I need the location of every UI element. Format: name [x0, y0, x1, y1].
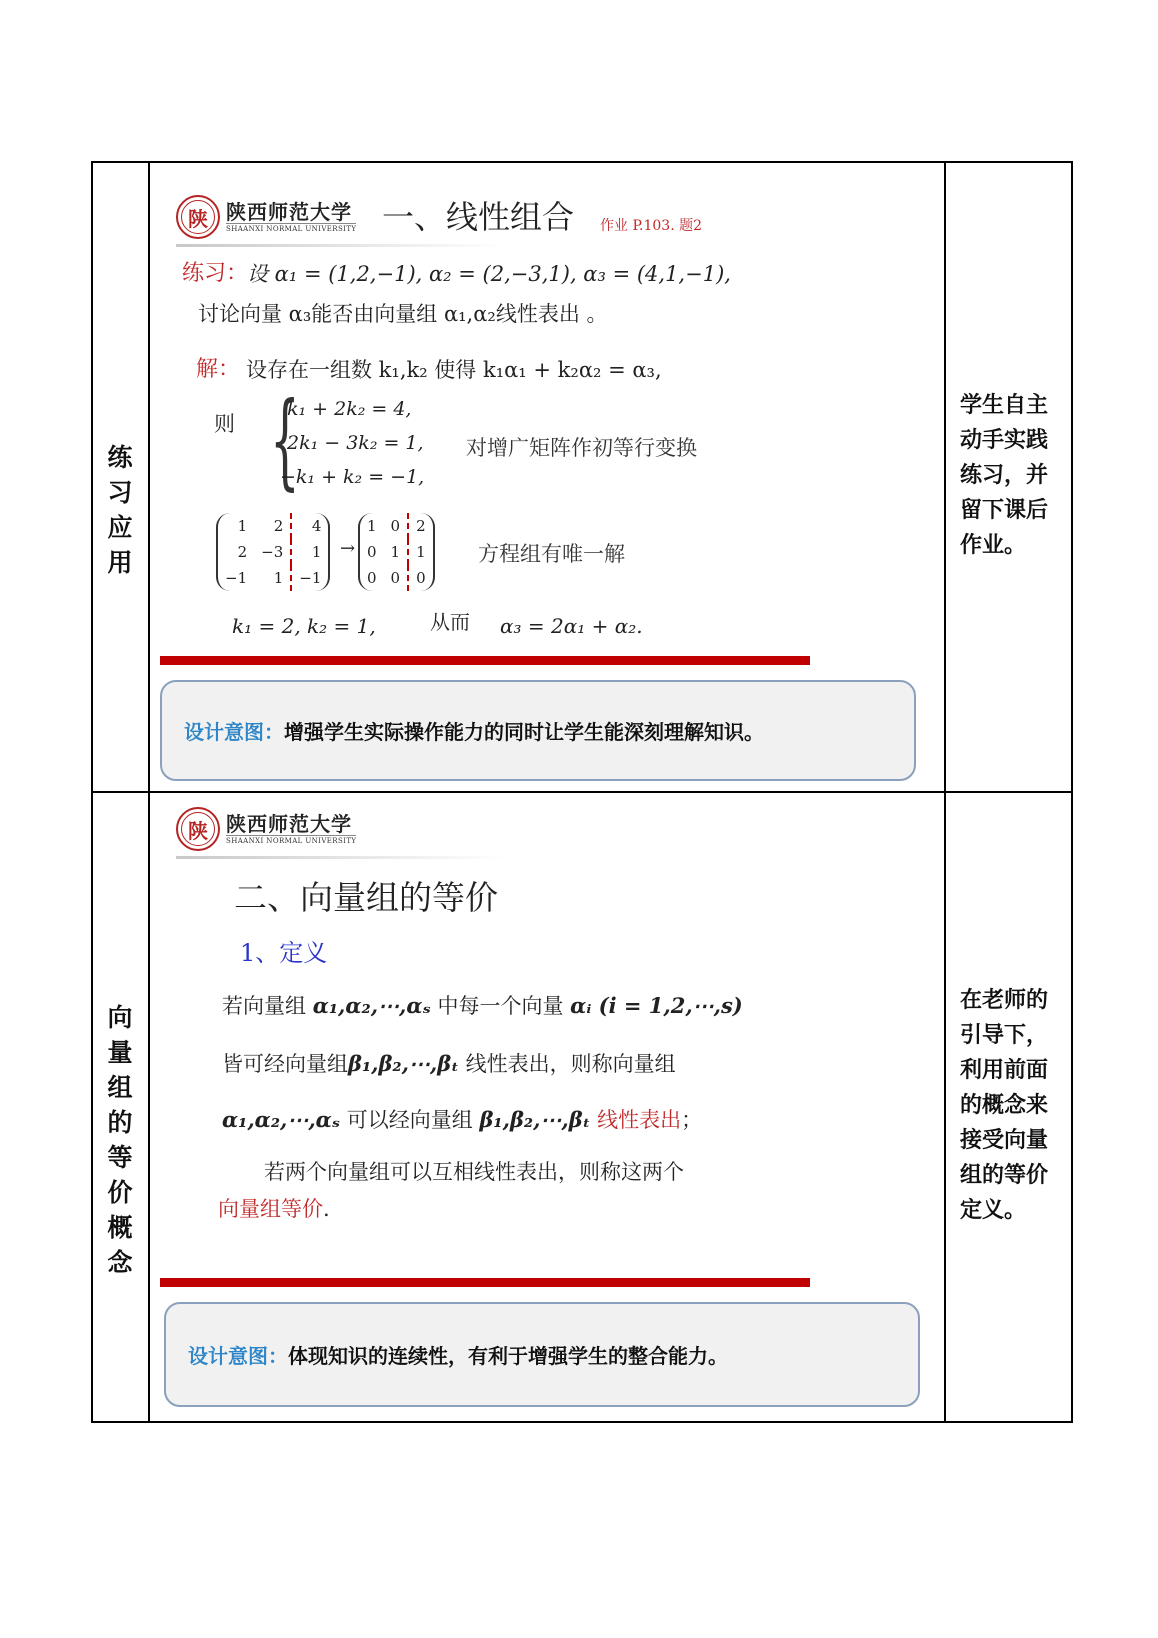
design-intent-text: 体现知识的连续性，有利于增强学生的整合能力。 — [288, 1344, 728, 1368]
definition-line-4: 若两个向量组可以互相线性表出，则称这两个 — [264, 1160, 684, 1184]
matrix-cell: 1 — [408, 539, 433, 565]
matrix-cell: 1 — [273, 569, 284, 587]
row-label-char: 练 — [107, 443, 133, 472]
row-label-equivalence — [95, 1000, 145, 1280]
row-label-char: 应 — [107, 513, 133, 542]
table-border-bottom — [91, 1421, 1071, 1423]
row-label-char: 等 — [107, 1143, 133, 1172]
university-seal-icon: 陕 — [176, 195, 220, 239]
solution-line: 设存在一组数 k₁,k₂ 使得 k₁α₁ + k₂α₂ = α₃, — [246, 358, 662, 382]
design-intent-box — [164, 1302, 920, 1407]
row-label-char: 向 — [107, 1003, 133, 1032]
table-border-right — [1071, 161, 1073, 1423]
row-label-char: 价 — [107, 1178, 133, 1207]
university-name-en: SHAANXI NORMAL UNIVERSITY — [226, 225, 357, 233]
augmented-matrix — [216, 513, 330, 591]
reduced-matrix — [358, 513, 435, 591]
row-note-equivalence: 在老师的 引导下， 利用前面 的概念来 接受向量 组的等价 定义。 — [960, 988, 1049, 1223]
matrix-cell: −3 — [261, 543, 284, 561]
row-label-practice — [95, 440, 145, 580]
header-rule — [176, 244, 506, 247]
table-row-divider — [91, 791, 1071, 793]
definition-line-2: 皆可经向量组β₁,β₂,⋯,βₜ 线性表出，则称向量组 — [222, 1051, 676, 1076]
result-alpha: α₃ = 2α₁ + α₂. — [500, 614, 643, 638]
solution-label: 解： — [196, 357, 241, 382]
row-label-char: 量 — [107, 1038, 133, 1067]
row-label-char: 用 — [107, 548, 133, 577]
equation-1: k₁ + 2k₂ = 4, — [287, 398, 412, 420]
design-intent-label: 设计意图： — [184, 720, 284, 744]
row-label-char: 组 — [107, 1073, 133, 1102]
exercise-line-2: 讨论向量 α₃能否由向量组 α₁,α₂线性表出 。 — [198, 302, 608, 326]
matrix-cell: 0 — [390, 569, 401, 587]
definition-line-3: α₁,α₂,⋯,αₛ 可以经向量组 β₁,β₂,⋯,βₜ 线性表出； — [222, 1107, 703, 1132]
exercise-label: 练习： — [182, 261, 249, 286]
row-label-char: 概 — [107, 1213, 133, 1242]
table-border-left — [91, 161, 93, 1423]
matrix-cell: 0 — [390, 517, 401, 535]
matrix-cell: 0 — [367, 543, 377, 561]
row-label-char: 的 — [107, 1108, 133, 1137]
transform-arrow: → — [340, 538, 356, 559]
then-label: 则 — [214, 412, 235, 436]
matrix-cell: −1 — [225, 569, 248, 587]
design-intent-text: 增强学生实际操作能力的同时让学生能深刻理解知识。 — [284, 720, 764, 744]
homework-note: 作业 P.103. 题2 — [600, 218, 703, 234]
matrix-cell: 1 — [237, 517, 248, 535]
matrix-cell: 2 — [237, 543, 248, 561]
slide-bottom-bar — [160, 656, 810, 665]
design-intent-label: 设计意图： — [188, 1344, 288, 1368]
header-rule — [176, 856, 506, 859]
unique-solution-note: 方程组有唯一解 — [478, 542, 625, 566]
row-label-char: 习 — [107, 478, 133, 507]
slide-title: 一、线性组合 — [382, 198, 575, 236]
row-note-practice: 学生自主 动手实践 练习，并 留下课后 作业。 — [960, 393, 1049, 558]
table-border-top — [91, 161, 1071, 163]
university-name-cn: 陕西师范大学 — [226, 812, 352, 836]
equation-2: 2k₁ − 3k₂ = 1, — [287, 432, 424, 454]
thus-label: 从而 — [430, 610, 470, 634]
definition-line-5: 向量组等价. — [218, 1197, 330, 1221]
university-logo — [176, 807, 356, 851]
exercise-line-1: 设 α₁ = (1,2,−1), α₂ = (2,−3,1), α₃ = (4,1,−1), — [247, 262, 731, 286]
matrix-cell: 1 — [367, 517, 377, 535]
matrix-cell: 1 — [291, 539, 328, 565]
design-intent-box — [160, 680, 916, 781]
university-logo — [176, 195, 356, 239]
row-operation-note: 对增广矩阵作初等行变换 — [466, 436, 697, 460]
matrix-cell: 0 — [367, 569, 377, 587]
university-seal-icon: 陕 — [176, 807, 220, 851]
matrix-cell: 2 — [273, 517, 284, 535]
row-label-char: 念 — [107, 1248, 133, 1277]
equation-brace: { — [270, 379, 300, 501]
matrix-cell: 1 — [390, 543, 401, 561]
matrix-cell: 2 — [408, 513, 433, 539]
slide-title: 二、向量组的等价 — [234, 878, 498, 917]
definition-subtitle: 1、定义 — [240, 939, 328, 967]
university-name-cn: 陕西师范大学 — [226, 200, 352, 224]
matrix-cell: 4 — [291, 513, 328, 539]
matrix-cell: −1 — [291, 565, 328, 591]
matrix-cell: 0 — [408, 565, 433, 591]
university-name-en: SHAANXI NORMAL UNIVERSITY — [226, 837, 357, 845]
table-col-divider-1 — [148, 161, 150, 1423]
definition-line-1: 若向量组 α₁,α₂,⋯,αₛ 中每一个向量 αᵢ (i = 1,2,⋯,s) — [222, 993, 743, 1018]
table-col-divider-2 — [944, 161, 946, 1423]
equation-3: −k₁ + k₂ = −1, — [280, 466, 425, 488]
result-k: k₁ = 2, k₂ = 1, — [232, 614, 376, 638]
slide-bottom-bar — [160, 1278, 810, 1287]
